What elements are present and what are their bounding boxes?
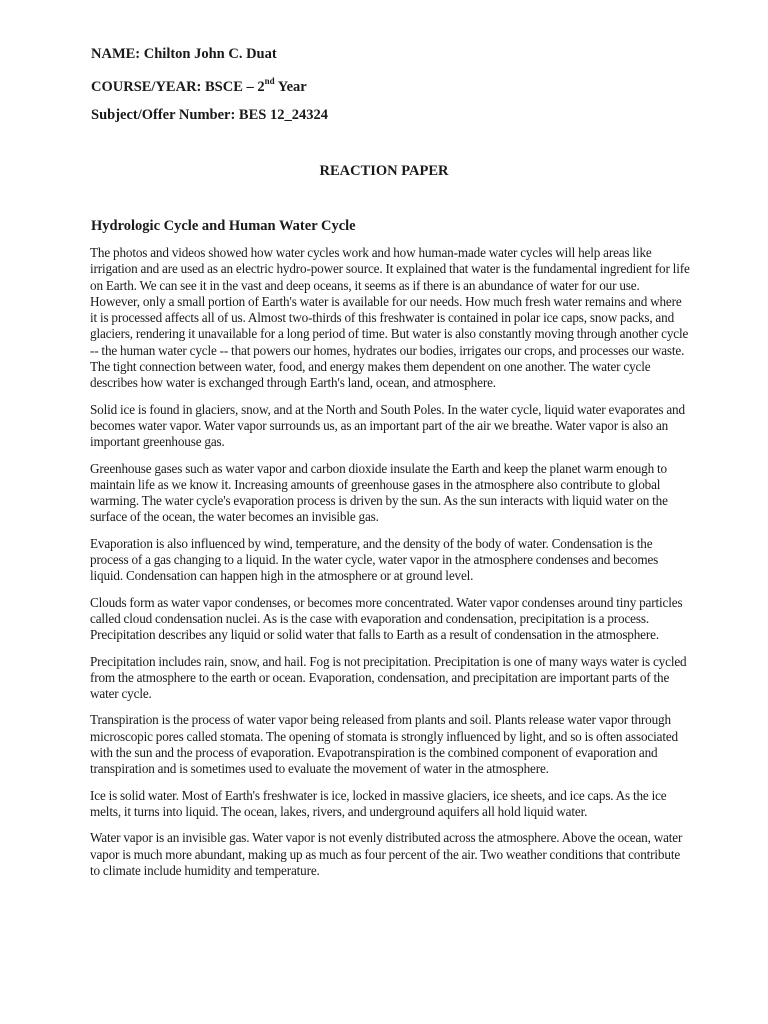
subject-offer-number: Subject/Offer Number: BES 12_24324 [91,107,328,123]
paragraph: Water vapor is an invisible gas. Water vapor is not evenly distributed across the atmosphere. Above the ocean, water vapor is much more abundant, making up as much as four percent of the air. Two weather conditions that contribute to climate include humidity and temperature. [90,830,683,878]
paragraph: The photos and videos showed how water cycles work and how human-made water cycles will help areas like irrigation and are used as an electric hydro-power source. It explained that water is the fundamental ingredient for life on Earth. We can see it in the vast and deep oceans, it seems as if there is an abundance of water for our use. However, only a small portion of Earth's water is available for our needs. How much fresh water remains and where it is processed affects all of us. Almost two-thirds of this freshwater is contained in polar ice caps, snow packs, and glaciers, rendering it unavailable for a long period of time. But water is also constantly moving through another cycle -- the human water cycle -- that powers our homes, hydrates our bodies, irrigates our crops, and processes our waste. The tight connection between water, food, and energy makes them dependent on one another. The water cycle describes how water is exchanged through Earth's land, ocean, and atmosphere. [90,245,690,391]
paragraph: Ice is solid water. Most of Earth's freshwater is ice, locked in massive glaciers, ice sheets, and ice caps. As the ice melts, it turns into liquid. The ocean, lakes, rivers, and underground aquifers all hold liquid water. [90,787,667,819]
course-year-ordinal: nd [264,76,275,86]
student-name: NAME: Chilton John C. Duat [91,46,277,62]
section-heading: Hydrologic Cycle and Human Water Cycle [91,218,356,234]
paragraph: Transpiration is the process of water vapor being released from plants and soil. Plants release water vapor through microscopic pores called stomata. The opening of stomata is strongly influenced by light, and so is often associated with the sun and the process of evaporation. Evapotranspiration is the combined component of evaporation and transpiration and is sometimes used to evaluate the movement of water in the atmosphere. [90,712,679,777]
paragraph: Solid ice is found in glaciers, snow, and at the North and South Poles. In the water cycle, liquid water evaporates and becomes water vapor. Water vapor surrounds us, as an important part of the air we breathe. Water vapor is also an important greenhouse gas. [90,401,685,450]
paragraph: Evaporation is also influenced by wind, temperature, and the density of the body of water. Condensation is the process of a gas changing to a liquid. In the water cycle, water vapor in the atmosphere condenses and becomes liquid. Condensation can happen high in the atmosphere or at ground level. [90,535,659,584]
course-year-prefix: COURSE/YEAR: BSCE – 2 [91,78,265,95]
paragraph: Clouds form as water vapor condenses, or becomes more concentrated. Water vapor condenses around tiny particles called cloud condensation nuclei. As is the case with evaporation and condensation, precipitation is a process. Precipitation describes any liquid or solid water that falls to Earth as a result of condensation in the atmosphere. [90,594,683,643]
body-text [90,245,690,889]
course-year [91,78,307,94]
paragraph: Greenhouse gases such as water vapor and carbon dioxide insulate the Earth and keep the planet warm enough to maintain life as we know it. Increasing amounts of greenhouse gases in the atmosphere also contribute to global warming. The water cycle's evaporation process is driven by the sun. As the sun interacts with liquid water on the surface of the ocean, the water becomes an invisible gas. [90,460,668,525]
document-title: REACTION PAPER [319,163,449,179]
paragraph: Precipitation includes rain, snow, and hail. Fog is not precipitation. Precipitation is one of many ways water is cycled from the atmosphere to the earth or ocean. Evaporation, condensation, and precipitation are important parts of the water cycle. [90,653,687,702]
course-year-suffix: Year [274,78,307,95]
